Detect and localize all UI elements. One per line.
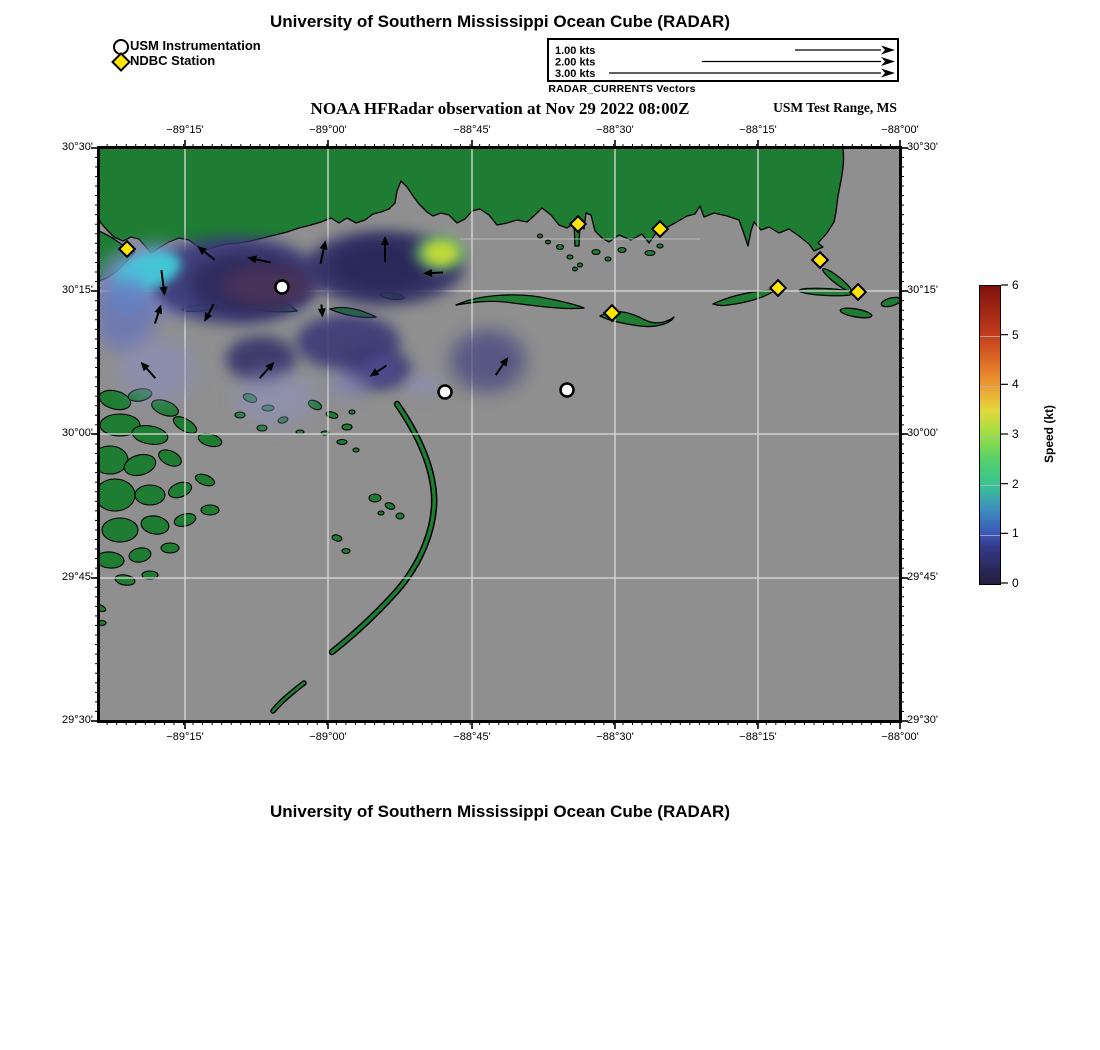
colorbar-label: Speed (kt) bbox=[1042, 405, 1056, 464]
axis-label-y-right: 29°45' bbox=[907, 571, 938, 583]
colorbar-tick-label: 6 bbox=[1012, 278, 1019, 292]
range-label: USM Test Range, MS bbox=[773, 100, 897, 115]
figure-title-bottom: University of Southern Mississippi Ocean Cube (RADAR) bbox=[269, 802, 730, 821]
axis-label-x-top: −89°15' bbox=[166, 124, 204, 136]
axis-label-y-left: 29°30' bbox=[62, 714, 93, 726]
colorbar-inner-line bbox=[980, 535, 1000, 536]
colorbar-tick-label: 3 bbox=[1012, 427, 1019, 441]
axis-label-y-right: 30°00' bbox=[907, 427, 938, 439]
axis-label-y-left: 30°15' bbox=[62, 284, 93, 296]
legend-label-ndbc: NDBC Station bbox=[130, 53, 216, 68]
colorbar-inner-line bbox=[980, 336, 1000, 337]
colorbar-inner-line bbox=[980, 485, 1000, 486]
axis-label-x-top: −88°30' bbox=[596, 124, 634, 136]
colorbar-tick-label: 1 bbox=[1012, 526, 1019, 541]
vector-scale-row-label: 1.00 kts bbox=[555, 45, 596, 57]
axis-label-y-left: 30°30' bbox=[62, 141, 93, 153]
axis-label-x-top: −88°15' bbox=[739, 124, 777, 136]
axis-label-x-bottom: −88°00' bbox=[881, 731, 919, 743]
colorbar-inner-line bbox=[980, 436, 1000, 437]
legend-label-usm: USM Instrumentation bbox=[130, 38, 261, 53]
axis-label-y-right: 30°15' bbox=[907, 284, 938, 296]
axis-label-x-top: −89°00' bbox=[309, 124, 347, 136]
colorbar-tick-label: 5 bbox=[1012, 327, 1019, 342]
colorbar-tick-label: 4 bbox=[1012, 377, 1019, 392]
axis-label-y-right: 29°30' bbox=[907, 714, 938, 726]
vector-scale-row-label: 2.00 kts bbox=[555, 56, 596, 69]
colorbar-tick-label: 2 bbox=[1012, 476, 1019, 491]
figure-title-top: University of Southern Mississippi Ocean Cube (RADAR) bbox=[269, 12, 730, 31]
vector-scale-row-label: 3.00 kts bbox=[555, 68, 596, 80]
axis-label-x-top: −88°00' bbox=[881, 124, 919, 136]
colorbar-inner-line bbox=[980, 386, 1000, 387]
axis-label-x-bottom: −88°45' bbox=[453, 731, 491, 743]
axis-label-x-bottom: −89°15' bbox=[166, 731, 204, 743]
axis-label-x-top: −88°45' bbox=[453, 124, 491, 136]
axis-label-x-bottom: −89°00' bbox=[309, 731, 347, 743]
colorbar-tick-label: 0 bbox=[1012, 576, 1019, 590]
axis-label-x-bottom: −88°15' bbox=[739, 731, 777, 743]
axis-label-x-bottom: −88°30' bbox=[596, 731, 634, 743]
axis-label-y-left: 30°00' bbox=[62, 427, 93, 439]
vector-scale-caption: RADAR_CURRENTS Vectors bbox=[548, 83, 696, 95]
axis-label-y-left: 29°45' bbox=[62, 571, 93, 583]
map-subtitle: NOAA HFRadar observation at Nov 29 2022 08:00Z bbox=[310, 99, 690, 118]
axis-label-y-right: 30°30' bbox=[907, 141, 938, 153]
